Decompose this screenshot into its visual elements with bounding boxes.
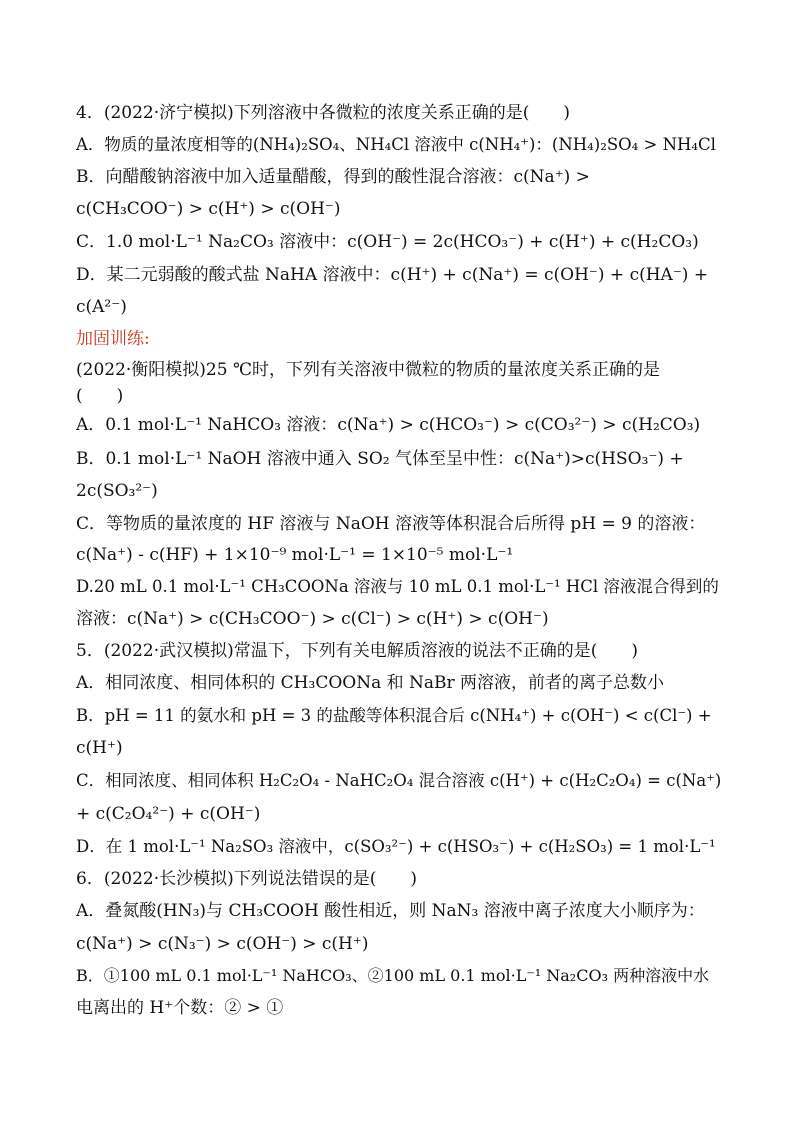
- q6-option-a-line2: c(Na⁺) > c(N₃⁻) > c(OH⁻) > c(H⁺): [76, 934, 369, 954]
- reinforcement-option-b-line2: 2c(SO₃²⁻): [76, 481, 158, 501]
- reinforcement-heading: 加固训练:: [76, 329, 150, 349]
- q4-option-d-line1: D．某二元弱酸的酸式盐 NaHA 溶液中：c(H⁺) + c(Na⁺) = c(OH⁻) + c(HA⁻) +: [76, 265, 709, 285]
- q5-option-d: D．在 1 mol·L⁻¹ Na₂SO₃ 溶液中，c(SO₃²⁻) + c(HSO₃⁻) + c(H₂SO₃) = 1 mol·L⁻¹: [76, 837, 716, 856]
- q4-option-d-line2: c(A²⁻): [76, 297, 127, 317]
- q5-option-a: A．相同浓度、相同体积的 CH₃COONa 和 NaBr 两溶液，前者的离子总数小: [76, 673, 665, 693]
- q4-option-b-line2: c(CH₃COO⁻) > c(H⁺) > c(OH⁻): [76, 199, 341, 219]
- reinforcement-option-d-line2: 溶液：c(Na⁺) > c(CH₃COO⁻) > c(Cl⁻) > c(H⁺) > c(OH⁻): [76, 609, 549, 629]
- reinforcement-option-c-line2: c(Na⁺) - c(HF) + 1×10⁻⁹ mol·L⁻¹ = 1×10⁻⁵ mol·L⁻¹: [76, 545, 514, 565]
- q4-stem: 4．(2022·济宁模拟)下列溶液中各微粒的浓度关系正确的是( ): [76, 103, 571, 123]
- reinforcement-option-c-line1: C．等物质的量浓度的 HF 溶液与 NaOH 溶液等体积混合后所得 pH = 9 的溶液：: [76, 514, 706, 534]
- q6-stem: 6．(2022·长沙模拟)下列说法错误的是( ): [76, 869, 418, 889]
- reinforcement-option-d-line1: D.20 mL 0.1 mol·L⁻¹ CH₃COONa 溶液与 10 mL 0.1 mol·L⁻¹ HCl 溶液混合得到的: [76, 577, 719, 596]
- reinforcement-option-a: A．0.1 mol·L⁻¹ NaHCO₃ 溶液：c(Na⁺) > c(HCO₃⁻) > c(CO₃²⁻) > c(H₂CO₃): [76, 415, 701, 435]
- q5-option-c-line1: C．相同浓度、相同体积 H₂C₂O₄ - NaHC₂O₄ 混合溶液 c(H⁺) + c(H₂C₂O₄) = c(Na⁺): [76, 771, 722, 790]
- q5-option-c-line2: + c(C₂O₄²⁻) + c(OH⁻): [76, 804, 261, 824]
- q4-option-b-line1: B．向醋酸钠溶液中加入适量醋酸，得到的酸性混合溶液：c(Na⁺) >: [76, 167, 590, 187]
- reinforcement-stem-line1: (2022·衡阳模拟)25 ℃时，下列有关溶液中微粒的物质的量浓度关系正确的是: [76, 360, 660, 380]
- q4-option-a: A．物质的量浓度相等的(NH₄)₂SO₄、NH₄Cl 溶液中 c(NH₄⁺)：(NH₄)₂SO₄ > NH₄Cl: [76, 135, 716, 154]
- q6-option-a-line1: A．叠氮酸(HN₃)与 CH₃COOH 酸性相近，则 NaN₃ 溶液中离子浓度大小顺序为：: [76, 901, 705, 921]
- q5-option-b-line2: c(H⁺): [76, 738, 123, 758]
- q5-option-b-line1: B．pH = 11 的氨水和 pH = 3 的盐酸等体积混合后 c(NH₄⁺) + c(OH⁻) < c(Cl⁻) +: [76, 706, 712, 725]
- q5-stem: 5．(2022·武汉模拟)常温下，下列有关电解质溶液的说法不正确的是( ): [76, 641, 639, 661]
- reinforcement-option-b-line1: B．0.1 mol·L⁻¹ NaOH 溶液中通入 SO₂ 气体至呈中性：c(Na⁺)>c(HSO₃⁻) +: [76, 449, 684, 469]
- q4-option-c: C．1.0 mol·L⁻¹ Na₂CO₃ 溶液中：c(OH⁻) = 2c(HCO₃⁻) + c(H⁺) + c(H₂CO₃): [76, 232, 699, 252]
- reinforcement-stem-line2: ( ): [76, 386, 124, 406]
- q6-option-b-line2: 电离出的 H⁺个数：② > ①: [76, 998, 284, 1018]
- q6-option-b-line1: B．①100 mL 0.1 mol·L⁻¹ NaHCO₃、②100 mL 0.1 mol·L⁻¹ Na₂CO₃ 两种溶液中水: [76, 966, 710, 985]
